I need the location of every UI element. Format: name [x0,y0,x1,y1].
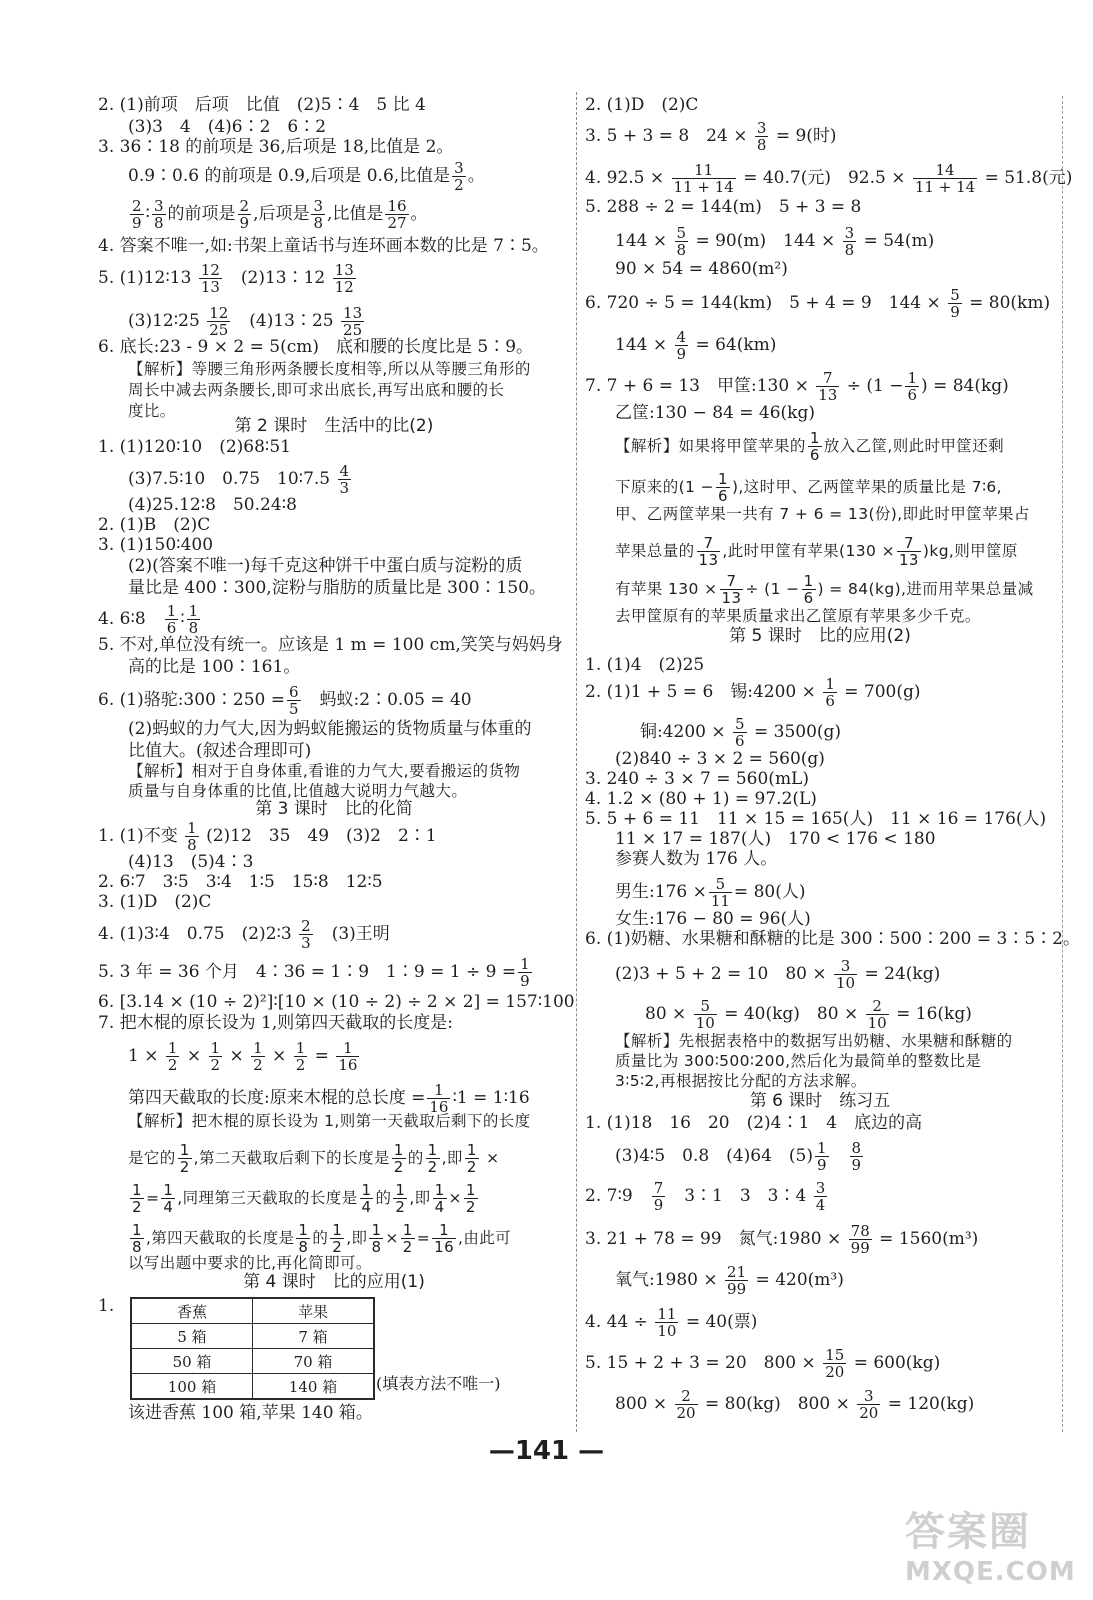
answer-line: 6. 720 ÷ 5 = 144(km) 5 + 4 = 9 144 × $\frac{5}{9}$ = 80(km) [585,286,1051,321]
answer-line: 1. (1)4 (2)25 [585,655,705,675]
answer-line: 4. (1)3∶4 0.75 (2)2∶3 $\frac{2}{3}$ (3)王明 [98,917,390,952]
answer-line: 4. 44 ÷ $\frac{11}{10}$ = 40(票) [585,1305,758,1340]
answer-line: 2. (1)B (2)C [98,515,211,535]
answer-line: 0.9∶0.6 的前项是 0.9,后项是 0.6,比值是 $\frac{3}{2}$ 。 [128,159,485,194]
column-divider [576,92,577,1432]
lesson-title: 第 6 课时 练习五 [749,1091,891,1111]
answer-line: 80 × $\frac{5}{10}$ = 40(kg) 80 × $\frac{2}{10}$ = 16(kg) [645,997,972,1032]
answer-line: 3. 240 ÷ 3 × 7 = 560(mL) [585,769,809,789]
answer-line: 2. 7∶9 $\frac{7}{9}$ 3∶1 3 3∶4 $\frac{3}{4}$ [585,1179,826,1214]
analysis-note: 有苹果 130 × $\frac{7}{13}$ ÷ (1 − $\frac{1}{6}$ ) = 84(kg),进而用苹果总量减 [615,572,1034,607]
answer-line: 氧气:1980 × $\frac{21}{99}$ = 420(m³) [615,1263,844,1298]
table-cell: 7 箱 [253,1324,375,1349]
answer-line: (2)蚂蚁的力气大,因为蚂蚁能搬运的货物质量与体重的 [128,719,532,739]
answer-line: 144 × $\frac{5}{8}$ = 90(m) 144 × $\frac{3}{8}$ = 54(m) [615,224,935,259]
answer-line: 144 × $\frac{4}{9}$ = 64(km) [615,328,777,363]
answer-line: 量比是 400∶300,淀粉与脂肪的质量比是 300∶150。 [128,578,547,598]
answer-line: 11 × 17 = 187(人) 170 < 176 < 180 [615,829,936,849]
answer-line: (3)3 4 (4)6∶2 6∶2 [128,117,327,137]
answer-line: 7. 7 + 6 = 13 甲筐:130 × $\frac{7}{13}$ ÷ (1 − $\frac{1}{6}$ ) = 84(kg) [585,369,1009,404]
answer-line: (4)13 (5)4∶3 [128,852,254,872]
answer-line: 乙筐:130 − 84 = 46(kg) [615,403,815,423]
page-number: —141 — [488,1436,605,1466]
margin-dash [1062,96,1063,1432]
analysis-note: 下原来的(1 − $\frac{1}{6}$ ),这时甲、乙两筐苹果的质量比是 7∶6, [615,470,1002,505]
analysis-note: $\frac{1}{2}$ = $\frac{1}{4}$ ,同理第三天截取的长度是 $\frac{1}{4}$ 的 $\frac{1}{2}$ ,即 $\frac{1}{4}$ × $\frac{1}{2}$ [132,1181,476,1216]
answer-line: 男生:176 × $\frac{5}{11}$ = 80(人) [615,875,806,910]
table-cell: 70 箱 [253,1349,375,1374]
answer-line: 4. 答案不唯一,如:书架上童话书与连环画本数的比是 7∶5。 [98,236,549,256]
table-row [131,1298,374,1324]
table-row [131,1324,374,1349]
answer-line: 5. (1)12∶13 $\frac{12}{13}$ (2)13∶12 $\frac{13}{12}$ [98,261,354,296]
table-cell: 50 箱 [131,1349,253,1374]
answer-line: 3. (1)150∶400 [98,535,214,555]
analysis-note: 度比。 [128,402,176,420]
answer-line: $\frac{2}{9}$ ∶ $\frac{3}{8}$ 的前项是 $\frac{2}{9}$ ,后项是 $\frac{3}{8}$ ,比值是 $\frac{16}{27}$ 。 [132,197,428,232]
answer-line: 1. (1)18 16 20 (2)4∶1 4 底边的高 [585,1113,923,1133]
analysis-note: $\frac{1}{8}$ ,第四天截取的长度是 $\frac{1}{8}$ 的 $\frac{1}{2}$ ,即 $\frac{1}{8}$ × $\frac{1}{2}$ = $\frac{1}{16}$ ,由此可 [132,1221,512,1256]
answer-line: 2. 6∶7 3∶5 3∶4 1∶5 15∶8 12∶5 [98,872,383,892]
analysis-note: 【解析】如果将甲筐苹果的 $\frac{1}{6}$ 放入乙筐,则此时甲筐还剩 [615,429,1004,464]
answer-line: 参赛人数为 176 人。 [615,849,778,869]
answer-line: 4. 1.2 × (80 + 1) = 97.2(L) [585,789,817,809]
answer-line: 高的比是 100∶161。 [128,657,301,677]
answer-line: 800 × $\frac{2}{20}$ = 80(kg) 800 × $\frac{3}{20}$ = 120(kg) [615,1387,975,1422]
lesson-title: 第 4 课时 比的应用(1) [243,1272,425,1292]
answer-line: (2)(答案不唯一)每千克这种饼干中蛋白质与淀粉的质 [128,556,523,576]
table-cell: 香蕉 [131,1298,253,1324]
analysis-note: 3∶5∶2,再根据按比分配的方法求解。 [615,1072,867,1090]
analysis-note: 【解析】等腰三角形两条腰长度相等,所以从等腰三角形的 [128,360,531,378]
answer-line: 3. 5 + 3 = 8 24 × $\frac{3}{8}$ = 9(时) [585,119,837,154]
answer-line: 1 × $\frac{1}{2}$ × $\frac{1}{2}$ × $\frac{1}{2}$ × $\frac{1}{2}$ = $\frac{1}{16}$ [128,1039,358,1074]
answer-line: 6. (1)奶糖、水果糖和酥糖的比是 300∶500∶200 = 3∶5∶2。 [585,929,1080,949]
table-cell: 5 箱 [131,1324,253,1349]
fruit-table [130,1297,375,1400]
answer-line: 5. 3 年 = 36 个月 4∶36 = 1∶9 1∶9 = 1 ÷ 9 = $\frac{1}{9}$ [98,955,530,990]
lesson-title: 第 3 课时 比的化简 [255,799,413,819]
answer-line: 1. (1)120∶10 (2)68∶51 [98,437,291,457]
table-row [131,1374,374,1400]
analysis-note: 质量与自身体重的比值,比值越大说明力气越大。 [128,782,468,800]
question-number: 1. [98,1296,115,1316]
answer-line: 5. 15 + 2 + 3 = 20 800 × $\frac{15}{20}$ = 600(kg) [585,1346,941,1381]
table-row [131,1349,374,1374]
analysis-note: 周长中减去两条腰长,即可求出底长,再写出底和腰的长 [128,381,505,399]
table-cell: 100 箱 [131,1374,253,1400]
answer-line: 3. 21 + 78 = 99 氮气:1980 × $\frac{78}{99}$ = 1560(m³) [585,1222,979,1257]
answer-line: (3)7.5∶10 0.75 10∶7.5 $\frac{4}{3}$ [128,462,350,497]
answer-line: (3)4∶5 0.8 (4)64 (5) $\frac{1}{9}$ $\frac{8}{9}$ [615,1139,862,1174]
answer-line: (2)3 + 5 + 2 = 10 80 × $\frac{3}{10}$ = 24(kg) [615,957,941,992]
answer-line: 7. 把木棍的原长设为 1,则第四天截取的长度是: [98,1013,453,1033]
answer-line: 2. (1)前项 后项 比值 (2)5∶4 5 比 4 [98,95,426,115]
answer-line: 该进香蕉 100 箱,苹果 140 箱。 [128,1403,373,1423]
answer-line: 6. (1)骆驼:300∶250 = $\frac{6}{5}$ 蚂蚁:2∶0.05 = 40 [98,683,472,718]
answer-line: 5. 5 + 6 = 11 11 × 15 = 165(人) 11 × 16 = 176(人) [585,809,1047,829]
answer-line: (3)12∶25 $\frac{12}{25}$ (4)13∶25 $\frac{13}{25}$ [128,304,363,339]
analysis-note: 甲、乙两筐苹果一共有 7 + 6 = 13(份),即此时甲筐苹果占 [615,505,1030,523]
answer-line: 2. (1)D (2)C [585,95,699,115]
answer-line: 比值大。(叙述合理即可) [128,741,312,761]
answer-line: (4)25.12∶8 50.24∶8 [128,495,297,515]
answer-line: 3. (1)D (2)C [98,892,212,912]
analysis-note: 是它的 $\frac{1}{2}$ ,第二天截取后剩下的长度是 $\frac{1}{2}$ 的 $\frac{1}{2}$ ,即 $\frac{1}{2}$ × [128,1141,500,1176]
answer-line: 5. 288 ÷ 2 = 144(m) 5 + 3 = 8 [585,197,862,217]
answer-line: 6. [3.14 × (10 ÷ 2)²]∶[10 × (10 ÷ 2) ÷ 2 × 2] = 157∶100 [98,992,575,1012]
answer-line: (2)840 ÷ 3 × 2 = 560(g) [615,749,825,769]
answer-line: 5. 不对,单位没有统一。应该是 1 m = 100 cm,笑笑与妈妈身 [98,635,563,655]
watermark-text: 答案圈 [905,1509,1031,1555]
answer-line: 4. 6∶8 $\frac{1}{6}$ ∶ $\frac{1}{8}$ [98,602,199,637]
analysis-note: 以写出题中要求的比,再化简即可。 [128,1254,372,1272]
watermark-logo [905,1500,1076,1587]
analysis-note: 去甲筐原有的苹果质量求出乙筐原有苹果多少千克。 [615,607,981,625]
analysis-note: 苹果总量的 $\frac{7}{13}$ ,此时甲筐有苹果(130 × $\frac{7}{13}$ )kg,则甲筐原 [615,534,1018,569]
answer-line: 铜:4200 × $\frac{5}{6}$ = 3500(g) [640,715,842,750]
answer-line: 女生:176 − 80 = 96(人) [615,909,811,929]
lesson-title: 第 5 课时 比的应用(2) [729,626,911,646]
answer-line: 2. (1)1 + 5 = 6 锡:4200 × $\frac{1}{6}$ = 700(g) [585,675,921,710]
analysis-note: 【解析】先根据表格中的数据写出奶糖、水果糖和酥糖的 [615,1032,1013,1050]
answer-line: 3. 36∶18 的前项是 36,后项是 18,比值是 2。 [98,137,454,157]
answer-line: 4. 92.5 × $\frac{11}{11 + 14}$ = 40.7(元) 92.5 × $\frac{14}{11 + 14}$ = 51.8(元) [585,161,1073,196]
table-cell: 140 箱 [253,1374,375,1400]
answer-line: 第四天截取的长度:原来木棍的总长度 = $\frac{1}{16}$ ∶1 = 1∶16 [128,1081,530,1116]
analysis-note: 【解析】把木棍的原长设为 1,则第一天截取后剩下的长度 [128,1112,531,1130]
table-cell: 苹果 [253,1298,375,1324]
answer-line: 6. 底长:23 - 9 × 2 = 5(cm) 底和腰的长度比是 5∶9。 [98,337,534,357]
analysis-note: 质量比为 300∶500∶200,然后化为最简单的整数比是 [615,1052,982,1070]
lesson-title: 第 2 课时 生活中的比(2) [234,416,434,436]
analysis-note: 【解析】相对于自身体重,看谁的力气大,要看搬运的货物 [128,762,521,780]
watermark-url: MXQE.COM [905,1557,1076,1587]
fraction: $\frac{3}{2}$ [454,159,464,194]
table-note: (填表方法不唯一) [376,1374,501,1393]
answer-line: 90 × 54 = 4860(m²) [615,259,788,279]
answer-line: 1. (1)不变 $\frac{1}{8}$ (2)12 35 49 (3)2 2∶1 [98,819,437,854]
